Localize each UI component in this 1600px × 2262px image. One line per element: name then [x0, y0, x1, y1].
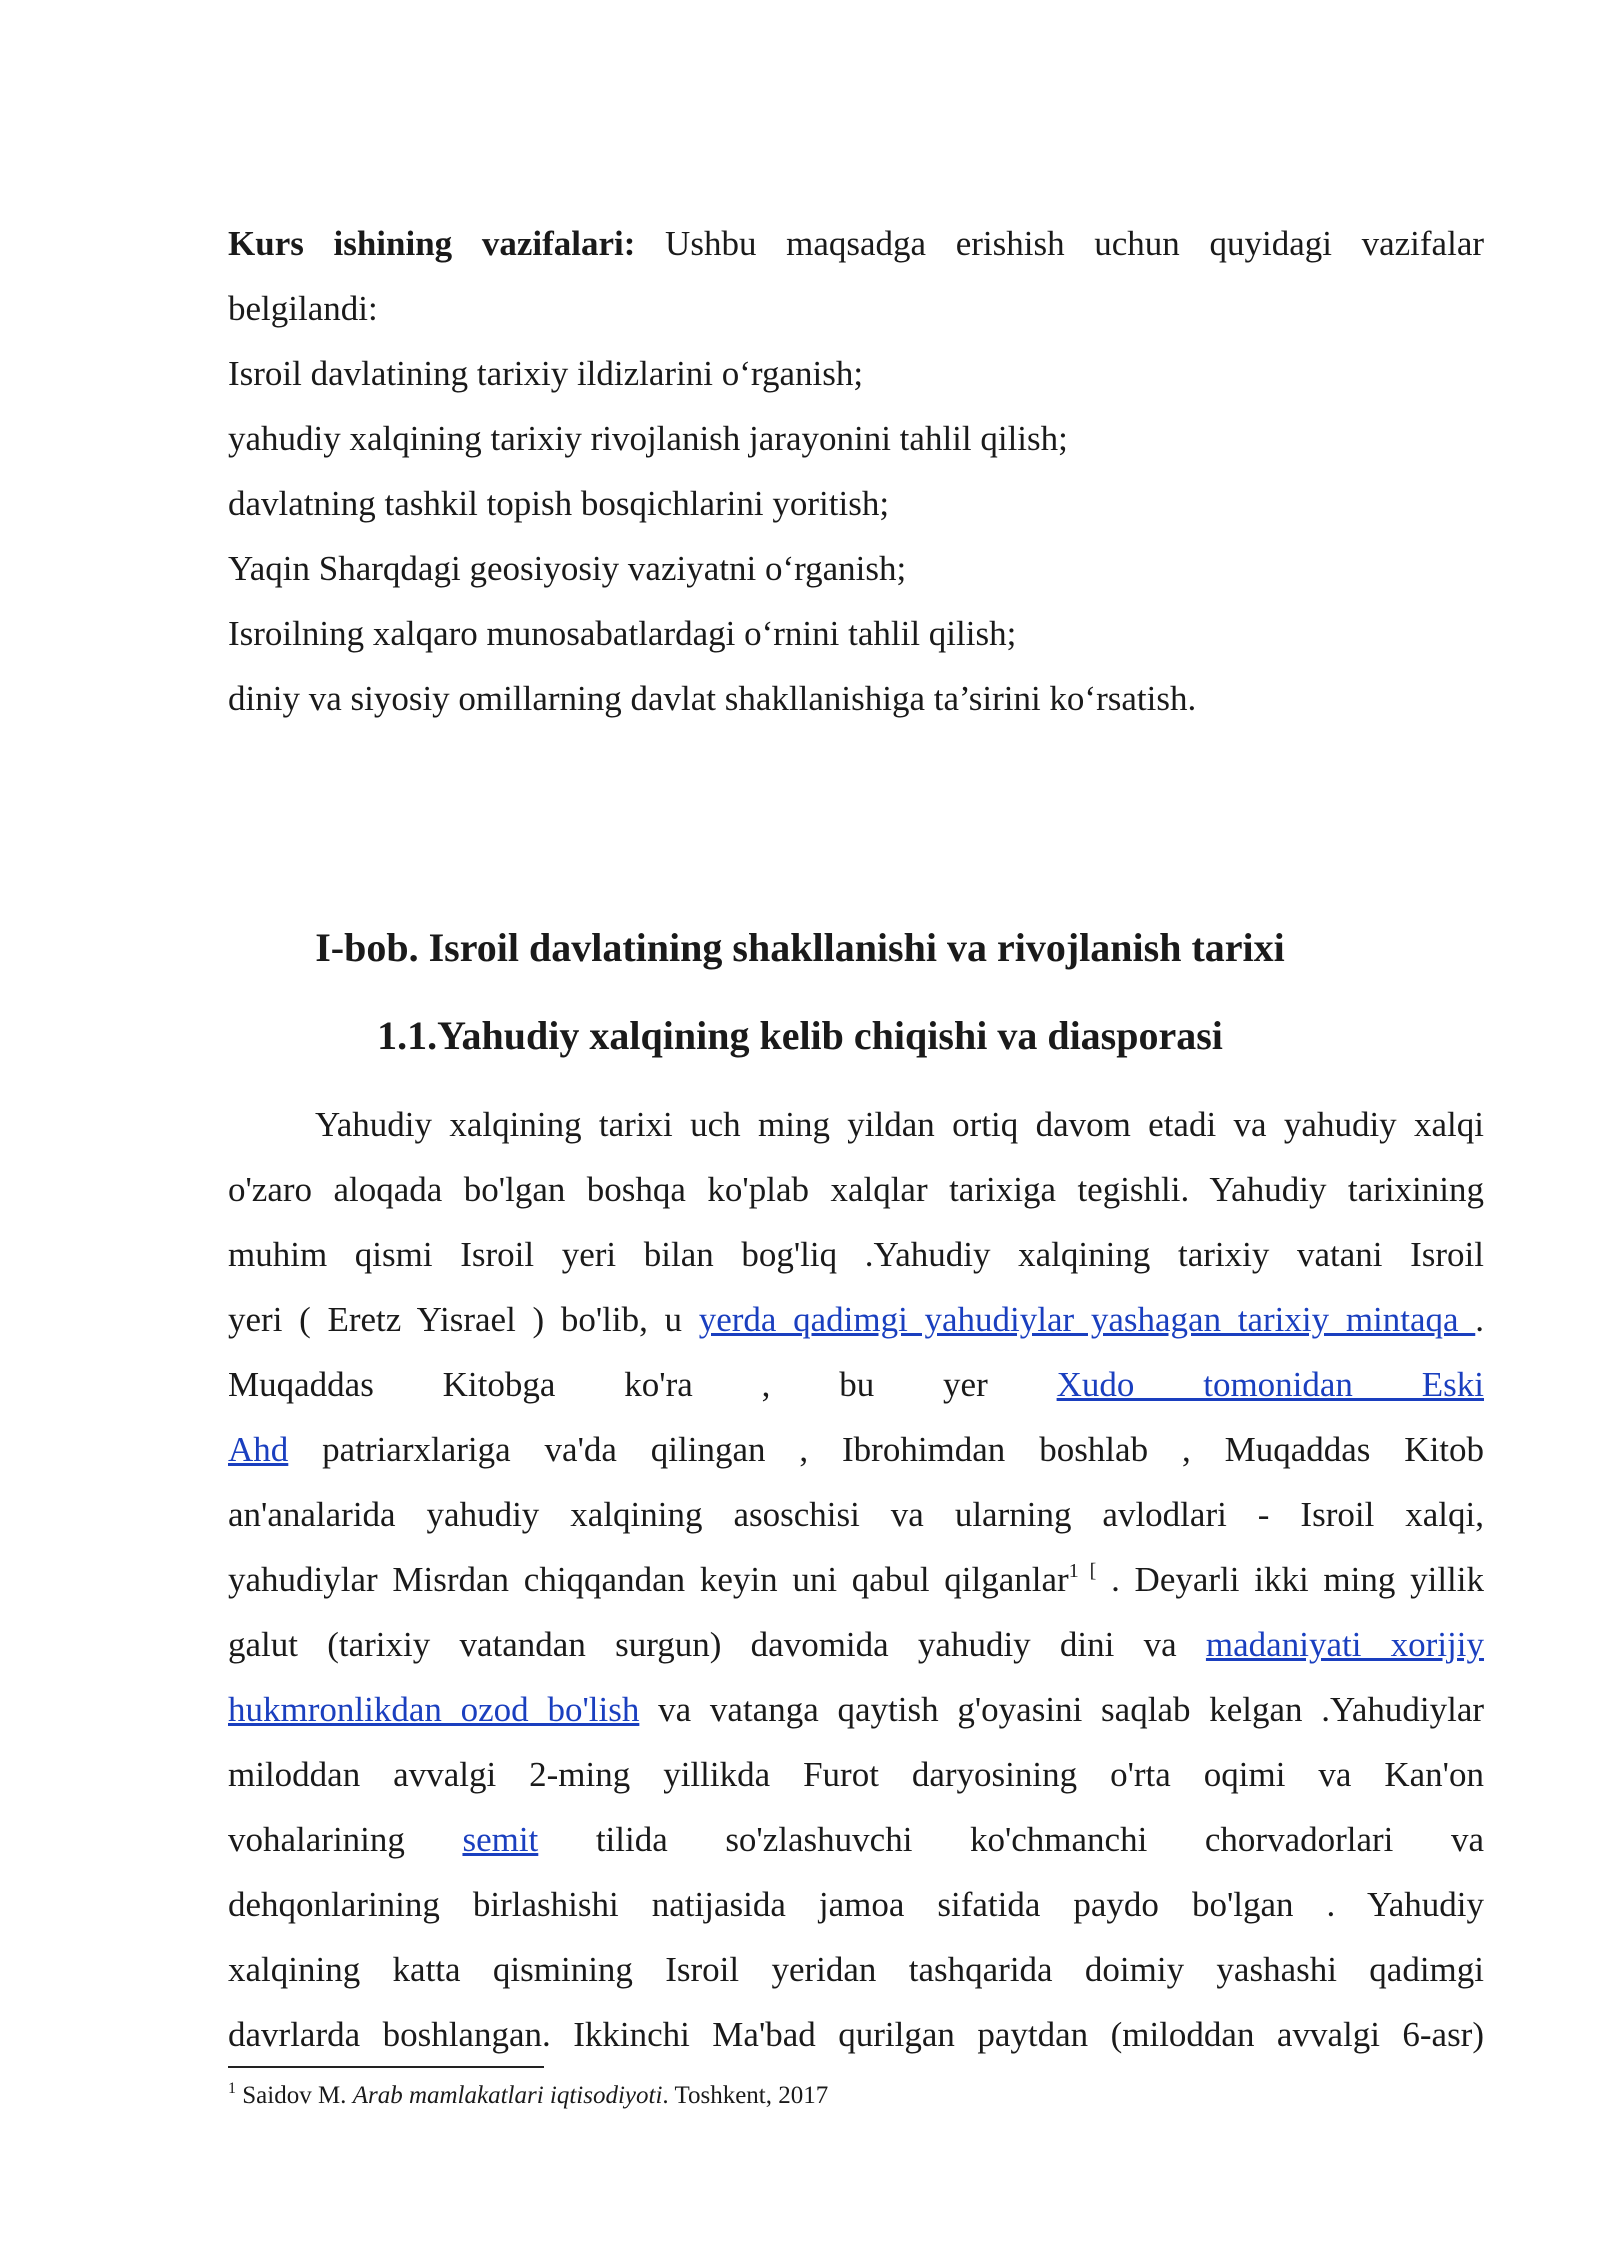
- body-text-span: .: [1475, 1300, 1484, 1339]
- body-text-span: yeri ( Eretz Yisrael ) bo'lib, u: [228, 1300, 699, 1339]
- body-text-span: galut (tarixiy: [228, 1625, 431, 1664]
- body-text-span: [228, 1430, 766, 1469]
- task-item: diniy va siyosiy omillarning davlat shakllanishiga ta’sirini ko‘rsatish.: [228, 679, 1197, 718]
- task-item: yahudiy xalqining tarixiy rivojlanish jarayonini tahlil qilish;: [228, 419, 1068, 458]
- body-text-span: patriarxlariga va'da qilingan: [288, 1430, 766, 1469]
- link-culture[interactable]: madaniyati xorijiy: [1205, 1625, 1484, 1664]
- body-line: xalqining katta qismining Isroil yeridan tashqarida doimiy yashashi qadimgi: [228, 1950, 1484, 1989]
- footnote-reference[interactable]: 1 [: [1068, 1560, 1097, 1582]
- link-liberation[interactable]: hukmronlikdan ozod bo'lish: [228, 1690, 640, 1729]
- body-text-span: [943, 1365, 1484, 1404]
- body-text-span: davomida yahudiy dini va: [750, 1625, 1177, 1664]
- body-line: Yahudiy xalqining tarixi uch ming yildan ortiq davom etadi va yahudiy xalqi: [315, 1105, 1484, 1144]
- intro-word: vazifalar: [1361, 224, 1485, 263]
- body-line: [228, 1612, 1484, 1677]
- body-text-span: , Ibrohimdan boshlab ,: [799, 1430, 1191, 1469]
- task-item: Isroil davlatining tarixiy ildizlarini o‘rganish;: [228, 354, 864, 393]
- body-text-span: chorvadorlari: [1204, 1820, 1394, 1859]
- tasks-intro: [228, 211, 1484, 276]
- link-semit[interactable]: semit: [462, 1820, 539, 1859]
- body-line: o'zaro aloqada bo'lgan boshqa ko'plab xalqlar tarixiga tegishli. Yahudiy tarixining: [228, 1170, 1484, 1209]
- footnote-author: Saidov M.: [242, 2082, 353, 2109]
- body-line: muhim qismi Isroil yeri bilan bog'liq .Yahudiy xalqining tarixiy vatani Isroil: [228, 1235, 1484, 1274]
- body-text-span: [228, 1820, 538, 1859]
- footnote-title: Arab mamlakatlari iqtisodiyoti: [352, 2082, 663, 2109]
- body-text-span: Muqaddas Kitobga ko'ra: [228, 1365, 693, 1404]
- body-text-span: ,: [761, 1365, 771, 1404]
- intro-word: uchun: [1094, 224, 1180, 263]
- intro-word: quyidagi: [1209, 224, 1332, 263]
- body-line: dehqonlarining birlashishi natijasida jamoa sifatida paydo bo'lgan . Yahudiy: [228, 1885, 1484, 1924]
- body-text-span: so'zlashuvchi ko'chmanchi: [725, 1820, 1148, 1859]
- body-line: an'analarida yahudiy xalqining asoschisi va ularning avlodlari - Isroil xalqi,: [228, 1495, 1484, 1534]
- body-line: [228, 1677, 1484, 1742]
- tasks-intro-end: belgilandi:: [228, 289, 378, 328]
- intro-word: erishish: [955, 224, 1065, 263]
- footnote: [228, 2078, 828, 2114]
- task-item: Isroilning xalqaro munosabatlardagi o‘rnini tahlil qilish;: [228, 614, 1017, 653]
- footnote-number: 1: [228, 2080, 236, 2097]
- body-line: [228, 1287, 1484, 1352]
- section-title: 1.1.Yahudiy xalqining kelib chiqishi va diasporasi: [377, 1013, 1223, 1058]
- body-line: [228, 1547, 1484, 1612]
- body-text-span: vohalarining: [228, 1820, 463, 1859]
- body-text-span: surgun): [615, 1625, 722, 1664]
- body-text-span: Kitob: [1404, 1430, 1485, 1469]
- task-item: davlatning tashkil topish bosqichlarini yoritish;: [228, 484, 890, 523]
- body-text-span: va: [1450, 1820, 1484, 1859]
- chapter-title: I-bob. Isroil davlatining shakllanishi va rivojlanish tarixi: [315, 925, 1285, 970]
- body-text-span: vatandan: [459, 1625, 586, 1664]
- footnote-rest: . Toshkent, 2017: [662, 2082, 829, 2109]
- link-old-testament[interactable]: Xudo tomonidan Eski: [1056, 1365, 1484, 1404]
- body-text-span: . Deyarli ikki ming yillik: [1096, 1560, 1484, 1599]
- body-text-span: tilida: [595, 1820, 668, 1859]
- intro-word: Ushbu: [665, 224, 757, 263]
- link-ahd[interactable]: Ahd: [228, 1430, 289, 1469]
- footnote-separator: [228, 2066, 544, 2068]
- body-line: [228, 1807, 1484, 1872]
- body-text-span: yahudiylar Misrdan chiqqandan keyin uni qabul qilganlar: [228, 1560, 1069, 1599]
- body-text-span: va vatanga qaytish g'oyasini saqlab kelgan .Yahudiylar: [639, 1690, 1485, 1729]
- task-item: Yaqin Sharqdagi geosiyosiy vaziyatni o‘rganish;: [228, 549, 907, 588]
- link-historical-region[interactable]: yerda qadimgi yahudiylar yashagan tarixiy mintaqa: [698, 1300, 1476, 1339]
- body-text-span: [751, 1625, 1484, 1664]
- tasks-section: [228, 211, 1484, 731]
- body-text-span: Muqaddas: [1224, 1430, 1371, 1469]
- body-line: davrlarda boshlangan. Ikkinchi Ma'bad qurilgan paytdan (miloddan avvalgi 6-asr): [228, 2015, 1484, 2054]
- body-line: [228, 1417, 1484, 1482]
- body-text-span: bu: [839, 1365, 875, 1404]
- tasks-heading: Kurs ishining vazifalari:: [228, 224, 636, 263]
- body-text-span: yer: [943, 1365, 988, 1404]
- body-line: miloddan avvalgi 2-ming yillikda Furot daryosining o'rta oqimi va Kan'on: [228, 1755, 1484, 1794]
- body-line: [228, 1352, 1484, 1417]
- intro-word: maqsadga: [786, 224, 927, 263]
- body-text: [228, 1092, 1484, 2067]
